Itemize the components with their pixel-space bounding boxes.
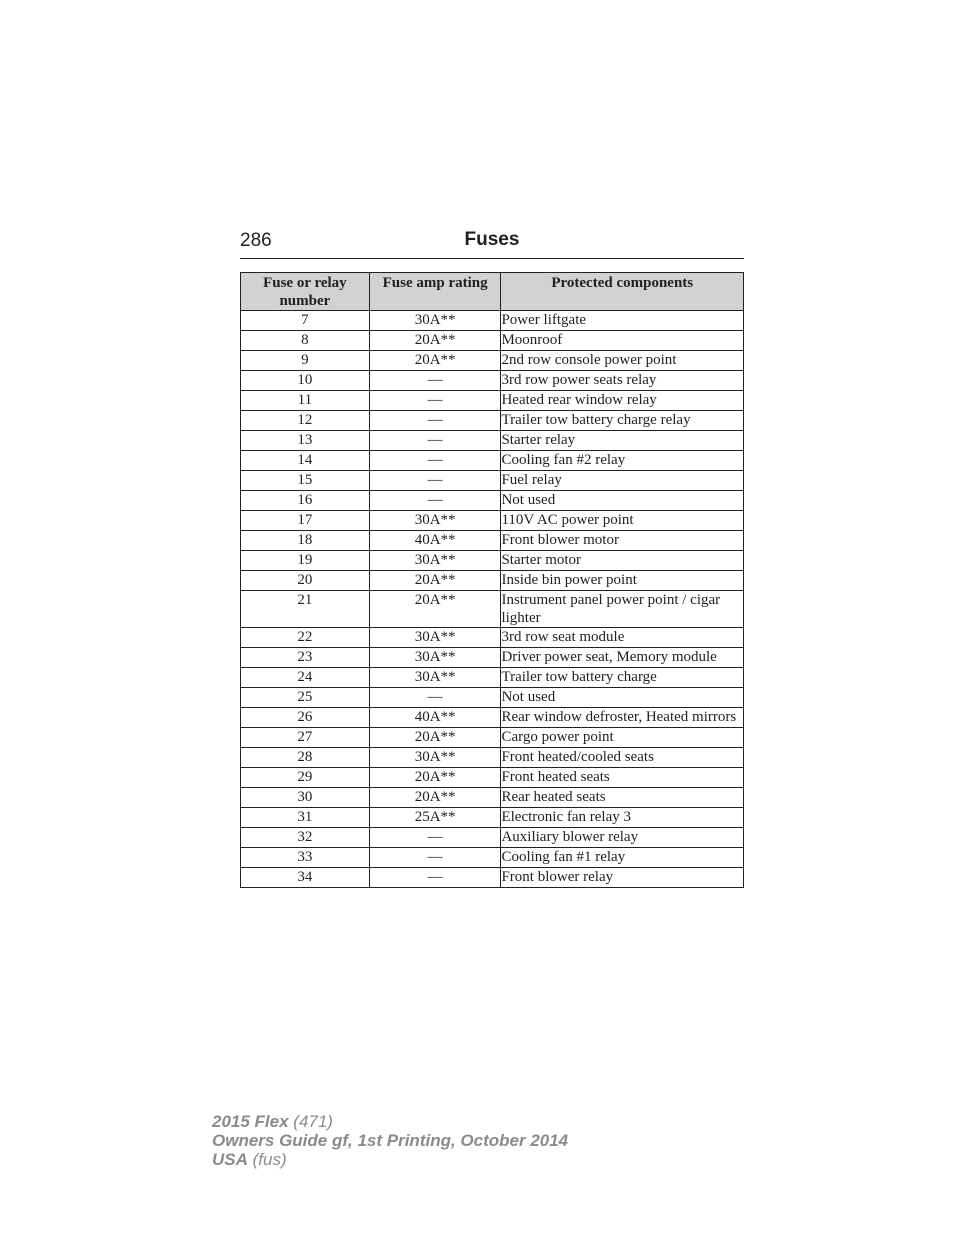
cell-protected-component: 110V AC power point [501,511,744,531]
table-row [241,848,744,868]
cell-protected-component: Cooling fan #1 relay [501,848,744,868]
cell-amp-rating: 25A** [369,808,501,828]
table-row [241,728,744,748]
cell-amp-rating: 20A** [369,728,501,748]
table-row [241,391,744,411]
table-row [241,511,744,531]
column-header-number: Fuse or relay number [241,273,370,311]
table-row [241,628,744,648]
cell-amp-rating: — [369,688,501,708]
cell-amp-rating: — [369,471,501,491]
cell-protected-component: Cargo power point [501,728,744,748]
cell-fuse-number: 23 [241,648,370,668]
cell-fuse-number: 21 [241,591,370,628]
cell-fuse-number: 28 [241,748,370,768]
cell-protected-component: 2nd row console power point [501,351,744,371]
cell-amp-rating: — [369,391,501,411]
cell-protected-component: Rear window defroster, Heated mirrors [501,708,744,728]
footer-line-2 [212,1131,568,1150]
cell-protected-component: Not used [501,491,744,511]
table-row [241,688,744,708]
table-row [241,351,744,371]
cell-protected-component: Front blower relay [501,868,744,888]
table-row [241,828,744,848]
cell-amp-rating: 30A** [369,748,501,768]
footer-model: 2015 Flex [212,1112,289,1131]
cell-fuse-number: 24 [241,668,370,688]
cell-amp-rating: 20A** [369,591,501,628]
cell-fuse-number: 27 [241,728,370,748]
cell-amp-rating: 40A** [369,708,501,728]
footer-model-code: (471) [288,1112,333,1131]
cell-fuse-number: 15 [241,471,370,491]
table-row [241,331,744,351]
table-row [241,431,744,451]
cell-protected-component: Electronic fan relay 3 [501,808,744,828]
cell-fuse-number: 11 [241,391,370,411]
fuse-table [240,272,744,888]
cell-amp-rating: — [369,411,501,431]
cell-amp-rating: 40A** [369,531,501,551]
cell-amp-rating: 30A** [369,648,501,668]
cell-fuse-number: 32 [241,828,370,848]
page-header [240,228,744,259]
cell-amp-rating: — [369,848,501,868]
cell-protected-component: 3rd row seat module [501,628,744,648]
cell-amp-rating: 30A** [369,628,501,648]
cell-protected-component: Instrument panel power point / cigar lighter [501,591,744,628]
table-row [241,648,744,668]
cell-fuse-number: 25 [241,688,370,708]
cell-fuse-number: 18 [241,531,370,551]
column-header-components: Protected components [501,273,744,311]
table-row [241,768,744,788]
cell-protected-component: Front blower motor [501,531,744,551]
cell-fuse-number: 12 [241,411,370,431]
cell-amp-rating: — [369,828,501,848]
footer-line-3 [212,1150,568,1169]
cell-amp-rating: 20A** [369,768,501,788]
cell-amp-rating: 20A** [369,331,501,351]
column-header-rating: Fuse amp rating [369,273,501,311]
page-number: 286 [240,230,272,251]
cell-fuse-number: 20 [241,571,370,591]
cell-protected-component: Trailer tow battery charge relay [501,411,744,431]
cell-amp-rating: — [369,371,501,391]
cell-fuse-number: 29 [241,768,370,788]
cell-amp-rating: — [369,491,501,511]
table-row [241,471,744,491]
cell-fuse-number: 10 [241,371,370,391]
cell-amp-rating: 20A** [369,788,501,808]
cell-protected-component: Starter motor [501,551,744,571]
cell-fuse-number: 30 [241,788,370,808]
cell-fuse-number: 16 [241,491,370,511]
table-row [241,868,744,888]
table-row [241,748,744,768]
table-row [241,531,744,551]
cell-protected-component: Rear heated seats [501,788,744,808]
cell-amp-rating: 20A** [369,571,501,591]
table-row [241,788,744,808]
cell-amp-rating: 30A** [369,668,501,688]
cell-protected-component: Driver power seat, Memory module [501,648,744,668]
cell-fuse-number: 7 [241,311,370,331]
table-row [241,411,744,431]
cell-protected-component: Heated rear window relay [501,391,744,411]
cell-amp-rating: 30A** [369,551,501,571]
table-row [241,571,744,591]
cell-fuse-number: 33 [241,848,370,868]
footer-guide: Owners Guide gf, 1st Printing, October 2014 [212,1131,569,1150]
table-row [241,491,744,511]
cell-protected-component: Trailer tow battery charge [501,668,744,688]
cell-fuse-number: 22 [241,628,370,648]
cell-protected-component: Cooling fan #2 relay [501,451,744,471]
table-row [241,708,744,728]
cell-protected-component: Moonroof [501,331,744,351]
cell-fuse-number: 9 [241,351,370,371]
table-row [241,668,744,688]
table-row [241,311,744,331]
cell-amp-rating: — [369,451,501,471]
table-row [241,451,744,471]
table-body [241,311,744,888]
cell-amp-rating: — [369,431,501,451]
footer-line-1 [212,1112,568,1131]
footer-market-code: (fus) [247,1150,287,1169]
cell-amp-rating: 30A** [369,511,501,531]
table-row [241,551,744,571]
cell-fuse-number: 13 [241,431,370,451]
cell-fuse-number: 8 [241,331,370,351]
cell-fuse-number: 31 [241,808,370,828]
cell-protected-component: Inside bin power point [501,571,744,591]
cell-amp-rating: 30A** [369,311,501,331]
cell-protected-component: 3rd row power seats relay [501,371,744,391]
table-row [241,591,744,628]
footer [212,1112,568,1169]
cell-protected-component: Fuel relay [501,471,744,491]
cell-fuse-number: 14 [241,451,370,471]
footer-market: USA [212,1150,248,1169]
cell-protected-component: Starter relay [501,431,744,451]
table-row [241,371,744,391]
cell-fuse-number: 17 [241,511,370,531]
table-row [241,808,744,828]
cell-protected-component: Not used [501,688,744,708]
cell-protected-component: Auxiliary blower relay [501,828,744,848]
cell-amp-rating: 20A** [369,351,501,371]
cell-protected-component: Front heated/cooled seats [501,748,744,768]
page-title: Fuses [464,229,520,250]
cell-amp-rating: — [369,868,501,888]
cell-fuse-number: 34 [241,868,370,888]
cell-protected-component: Power liftgate [501,311,744,331]
cell-protected-component: Front heated seats [501,768,744,788]
cell-fuse-number: 19 [241,551,370,571]
table-header-row [241,273,744,311]
cell-fuse-number: 26 [241,708,370,728]
